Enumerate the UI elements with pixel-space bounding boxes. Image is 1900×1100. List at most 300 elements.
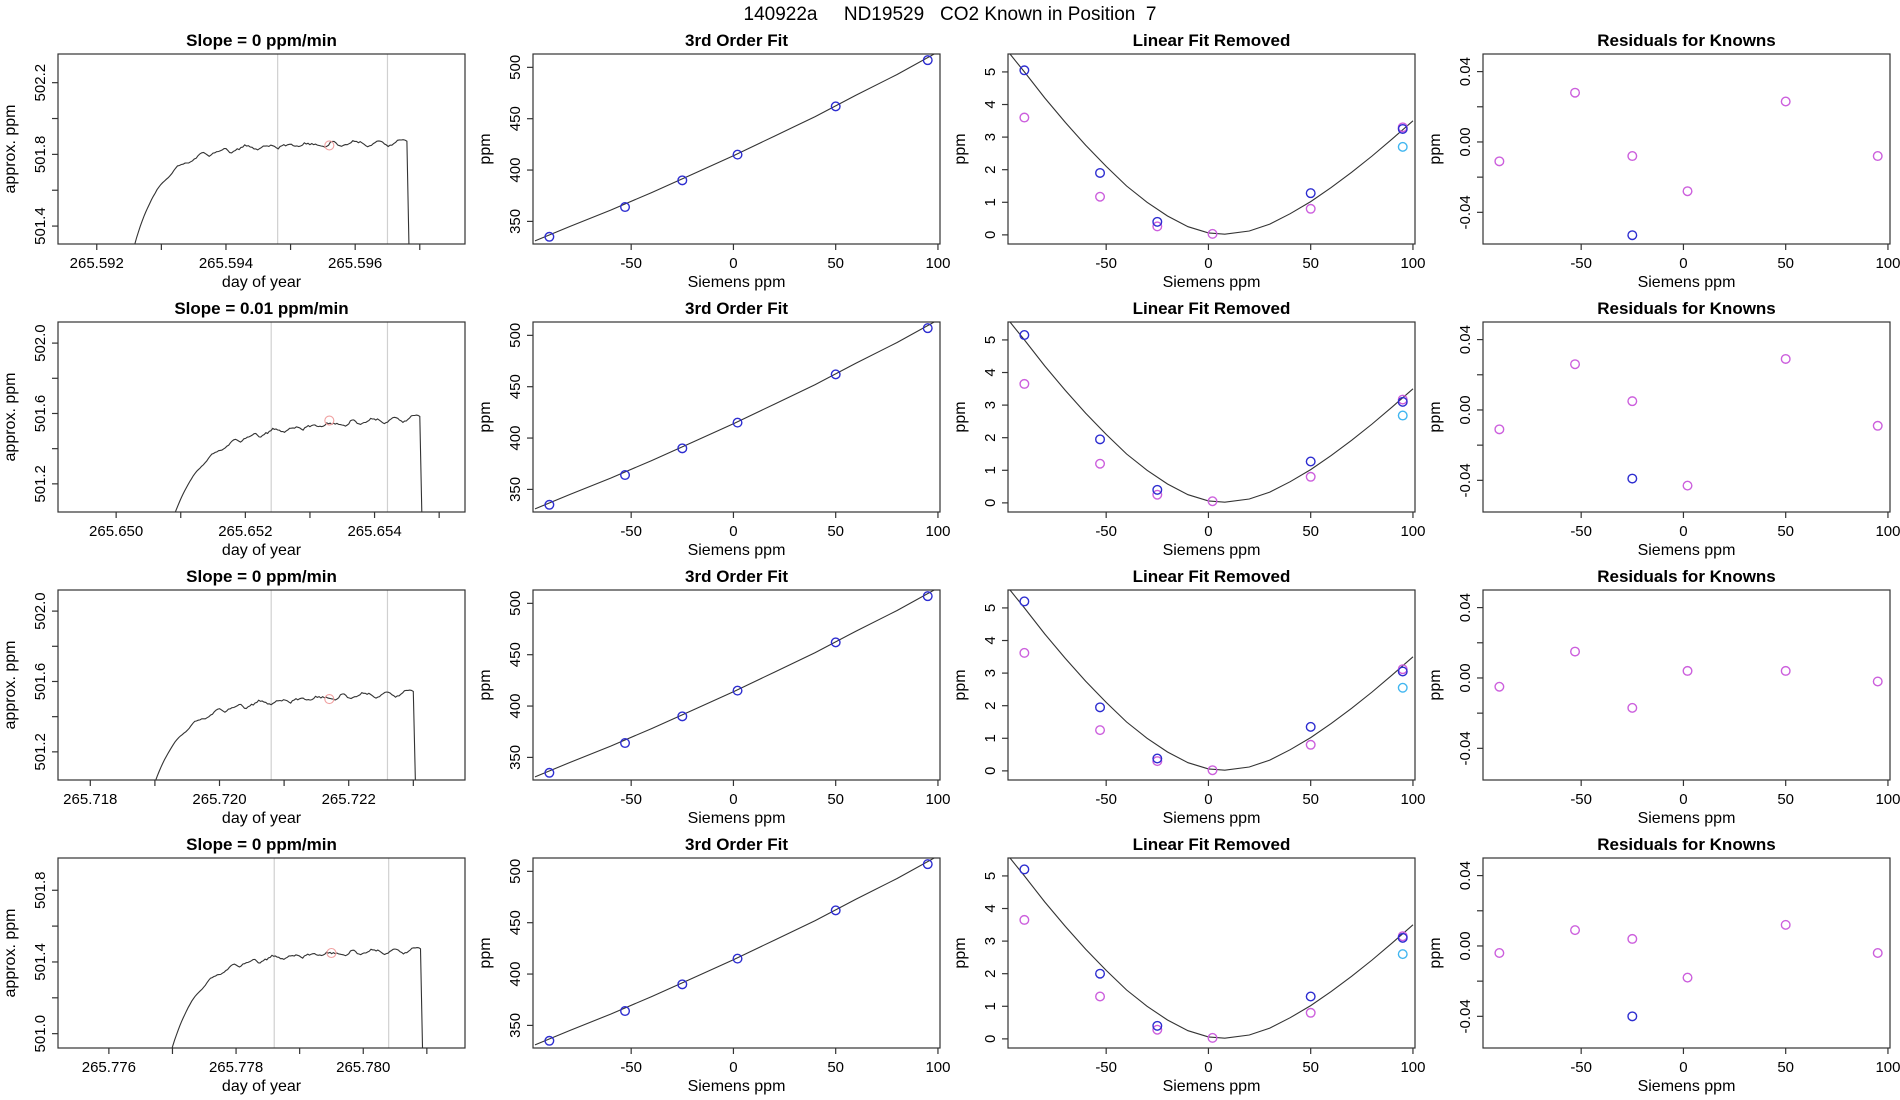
axis-text: 100 bbox=[925, 523, 951, 540]
axis-text: 100 bbox=[1875, 1059, 1900, 1076]
concentration-trace bbox=[129, 140, 409, 267]
axis-text: 100 bbox=[1400, 791, 1426, 808]
series-blue-pts bbox=[1020, 865, 1407, 1030]
axis-text: 501.8 bbox=[32, 871, 49, 910]
data-point-magenta bbox=[1306, 1009, 1315, 1018]
data-point-magenta bbox=[1096, 726, 1105, 735]
fit-curve bbox=[1010, 858, 1413, 1038]
data-point-magenta bbox=[1020, 916, 1029, 925]
plot-box bbox=[1008, 858, 1415, 1048]
axis-text: 0 bbox=[729, 523, 738, 540]
x-axis-label: day of year bbox=[221, 542, 302, 559]
plot-box bbox=[1483, 322, 1890, 512]
axis-text: 265.592 bbox=[69, 255, 124, 272]
axis-text: -50 bbox=[620, 523, 643, 540]
data-point-magenta bbox=[1571, 360, 1580, 369]
data-point-magenta bbox=[1571, 926, 1580, 935]
axis-text: 501.6 bbox=[32, 394, 49, 433]
series-cyan-pts bbox=[1398, 143, 1407, 152]
panel-r2-timeseries bbox=[2, 299, 465, 559]
plot-area bbox=[1010, 590, 1413, 775]
axis-text: 1 bbox=[982, 198, 999, 207]
data-point-blue bbox=[1096, 703, 1105, 712]
axis-text: 350 bbox=[507, 1012, 524, 1038]
x-axis-label: day of year bbox=[221, 274, 302, 291]
panel-title: Residuals for Knowns bbox=[1597, 835, 1776, 854]
data-point-magenta bbox=[1628, 704, 1637, 713]
axis-text: 1 bbox=[982, 1002, 999, 1011]
series-magenta-pts bbox=[1495, 355, 1882, 490]
panel-title: Linear Fit Removed bbox=[1132, 567, 1291, 586]
y-axis-label: ppm bbox=[1427, 937, 1444, 969]
axis-text: 100 bbox=[925, 791, 951, 808]
data-point-blue bbox=[1020, 331, 1029, 340]
axis-text: 0 bbox=[1204, 523, 1213, 540]
panel-r3-fit bbox=[477, 567, 950, 827]
panel-r3-timeseries bbox=[2, 567, 465, 827]
main-title: 140922a ND19529 CO2 Known in Position 7 bbox=[743, 4, 1157, 25]
axis-text: 0 bbox=[729, 255, 738, 272]
data-point-blue bbox=[1020, 66, 1029, 75]
axis-text: 0 bbox=[982, 766, 999, 776]
y-axis-label: ppm bbox=[1427, 401, 1444, 433]
y-axis-label: ppm bbox=[952, 401, 969, 433]
plot-area bbox=[166, 858, 423, 1071]
data-point-magenta bbox=[1683, 187, 1692, 196]
data-point-magenta bbox=[1628, 152, 1637, 161]
data-point-cyan bbox=[1398, 411, 1407, 420]
series-blue-pts bbox=[1020, 597, 1407, 763]
data-point-blue bbox=[1306, 457, 1315, 466]
axis-text: -50 bbox=[1095, 791, 1118, 808]
x-axis-label: Siemens ppm bbox=[1637, 274, 1736, 291]
axis-text: 0.04 bbox=[1457, 56, 1474, 87]
plot-box bbox=[58, 54, 465, 244]
axis-text: 4 bbox=[982, 636, 999, 645]
axis-text: 0.04 bbox=[1457, 592, 1474, 623]
x-axis-label: Siemens ppm bbox=[687, 1078, 786, 1095]
axis-text: 100 bbox=[1875, 255, 1900, 272]
axis-text: -50 bbox=[620, 255, 643, 272]
data-point-magenta bbox=[1781, 667, 1790, 676]
axis-text: 265.780 bbox=[336, 1059, 391, 1076]
axis-text: 2 bbox=[982, 969, 999, 978]
data-point-magenta bbox=[1873, 421, 1882, 430]
x-axis-label: Siemens ppm bbox=[1162, 542, 1261, 559]
plot-box bbox=[533, 322, 940, 512]
data-point-blue bbox=[545, 1037, 554, 1046]
y-axis-label: ppm bbox=[1427, 133, 1444, 165]
plot-area bbox=[168, 322, 422, 535]
data-point-magenta bbox=[1306, 741, 1315, 750]
fit-curve bbox=[535, 588, 938, 777]
plot-area bbox=[535, 856, 938, 1045]
axis-text: 265.594 bbox=[198, 255, 254, 272]
data-point-blue bbox=[1628, 231, 1637, 240]
axis-text: -50 bbox=[1095, 255, 1118, 272]
y-axis-label: ppm bbox=[952, 669, 969, 701]
axis-text: 350 bbox=[507, 476, 524, 502]
plot-area bbox=[1495, 355, 1882, 490]
axis-text: 4 bbox=[982, 368, 999, 377]
axis-text: 100 bbox=[1400, 1059, 1426, 1076]
y-axis-label: approx. ppm bbox=[2, 908, 19, 998]
data-point-blue bbox=[545, 233, 554, 242]
plot-area bbox=[1010, 54, 1413, 238]
plot-area bbox=[535, 320, 938, 509]
panel-title: Linear Fit Removed bbox=[1132, 31, 1291, 50]
y-axis-label: approx. ppm bbox=[2, 640, 19, 730]
axis-text: 0.00 bbox=[1457, 127, 1474, 157]
axis-text: 0 bbox=[1204, 255, 1213, 272]
panel-r4-fit bbox=[477, 835, 950, 1095]
x-axis-label: Siemens ppm bbox=[1637, 810, 1736, 827]
panel-r1-residuals bbox=[1427, 31, 1900, 291]
axis-text: 0 bbox=[729, 1059, 738, 1076]
series-blue-pts bbox=[1020, 331, 1407, 494]
axis-text: 265.718 bbox=[63, 791, 118, 808]
data-point-blue bbox=[1306, 189, 1315, 198]
data-point-magenta bbox=[1781, 355, 1790, 364]
data-point-magenta bbox=[1873, 677, 1882, 686]
axis-text: 0 bbox=[1679, 791, 1688, 808]
axis-text: 400 bbox=[507, 157, 524, 183]
data-point-magenta bbox=[1495, 949, 1504, 958]
panel-title: Slope = 0 ppm/min bbox=[186, 567, 337, 586]
panel-title: 3rd Order Fit bbox=[685, 299, 788, 318]
data-point-magenta bbox=[1571, 88, 1580, 97]
axis-text: 0 bbox=[1204, 791, 1213, 808]
series-magenta-pts bbox=[1495, 921, 1882, 982]
axis-text: 0 bbox=[729, 791, 738, 808]
data-point-magenta bbox=[1571, 647, 1580, 656]
axis-text: 100 bbox=[1400, 523, 1426, 540]
data-point-blue bbox=[1628, 474, 1637, 483]
y-axis-label: ppm bbox=[952, 937, 969, 969]
data-point-magenta bbox=[1495, 157, 1504, 166]
plot-area bbox=[535, 52, 938, 241]
fit-curve bbox=[535, 856, 938, 1045]
data-point-cyan bbox=[1398, 683, 1407, 692]
series-magenta-pts bbox=[1495, 647, 1882, 712]
y-axis-label: approx. ppm bbox=[2, 104, 19, 194]
plot-box bbox=[1483, 590, 1890, 780]
axis-text: 501.6 bbox=[32, 662, 49, 701]
axis-text: 400 bbox=[507, 961, 524, 987]
axis-text: 501.0 bbox=[32, 1014, 49, 1053]
panel-r3-residuals bbox=[1427, 567, 1900, 827]
axis-text: 0.04 bbox=[1457, 860, 1474, 891]
data-point-blue bbox=[1096, 969, 1105, 978]
series-cyan-pts bbox=[1398, 683, 1407, 692]
axis-text: 501.2 bbox=[32, 733, 49, 771]
fit-curve bbox=[535, 320, 938, 509]
data-point-cyan bbox=[1398, 143, 1407, 152]
axis-text: -50 bbox=[1095, 523, 1118, 540]
panel-title: Slope = 0.01 ppm/min bbox=[174, 299, 349, 318]
axis-text: 265.722 bbox=[321, 791, 376, 808]
x-axis-label: Siemens ppm bbox=[1637, 542, 1736, 559]
data-point-magenta bbox=[1873, 152, 1882, 161]
data-point-magenta bbox=[1306, 473, 1315, 482]
axis-text: -50 bbox=[1570, 523, 1593, 540]
axis-text: 265.652 bbox=[218, 523, 273, 540]
axis-text: 100 bbox=[925, 1059, 951, 1076]
axis-text: 500 bbox=[507, 322, 524, 348]
axis-text: 100 bbox=[925, 255, 951, 272]
panel-r1-linear_removed bbox=[952, 31, 1425, 291]
axis-text: -0.04 bbox=[1457, 731, 1474, 766]
series-magenta-pts bbox=[1495, 88, 1882, 195]
axis-text: 400 bbox=[507, 693, 524, 719]
axis-text: 4 bbox=[982, 100, 999, 109]
axis-text: 100 bbox=[1400, 255, 1426, 272]
axis-text: 0 bbox=[1679, 255, 1688, 272]
panel-r4-timeseries bbox=[2, 835, 465, 1095]
axis-text: 0 bbox=[1679, 1059, 1688, 1076]
data-point-magenta bbox=[1096, 459, 1105, 468]
data-point-magenta bbox=[1628, 397, 1637, 406]
plot-area bbox=[535, 588, 938, 777]
x-axis-label: day of year bbox=[221, 1078, 302, 1095]
axis-text: -0.04 bbox=[1457, 195, 1474, 230]
plot-area bbox=[1010, 858, 1413, 1042]
axis-text: 0 bbox=[982, 1034, 999, 1044]
plot-box bbox=[58, 322, 465, 512]
panel-title: Residuals for Knowns bbox=[1597, 31, 1776, 50]
plot-box bbox=[58, 590, 465, 780]
y-axis-label: ppm bbox=[477, 401, 494, 433]
axis-text: -50 bbox=[1095, 1059, 1118, 1076]
panel-title: Slope = 0 ppm/min bbox=[186, 835, 337, 854]
data-point-magenta bbox=[1020, 649, 1029, 658]
axis-text: 4 bbox=[982, 904, 999, 913]
data-point-magenta bbox=[1873, 949, 1882, 958]
series-cyan-pts bbox=[1398, 411, 1407, 420]
axis-text: 0.00 bbox=[1457, 663, 1474, 693]
axis-text: 265.650 bbox=[89, 523, 144, 540]
data-point-blue bbox=[1096, 169, 1105, 178]
axis-text: -50 bbox=[1570, 791, 1593, 808]
data-point-magenta bbox=[1208, 766, 1217, 775]
series-blue-pts bbox=[1628, 1012, 1637, 1021]
panel-r4-residuals bbox=[1427, 835, 1900, 1095]
panel-title: Slope = 0 ppm/min bbox=[186, 31, 337, 50]
axis-text: 450 bbox=[507, 374, 524, 400]
panel-title: Residuals for Knowns bbox=[1597, 567, 1776, 586]
axis-text: -0.04 bbox=[1457, 463, 1474, 498]
axis-text: 50 bbox=[827, 791, 845, 808]
axis-text: 0 bbox=[1679, 523, 1688, 540]
plot-box bbox=[533, 858, 940, 1048]
data-point-magenta bbox=[1495, 425, 1504, 434]
axis-text: 0 bbox=[982, 498, 999, 508]
panel-title: 3rd Order Fit bbox=[685, 31, 788, 50]
axis-text: 350 bbox=[507, 208, 524, 234]
panel-title: Linear Fit Removed bbox=[1132, 299, 1291, 318]
axis-text: 350 bbox=[507, 744, 524, 770]
series-magenta-pts bbox=[1020, 649, 1407, 775]
data-point-blue bbox=[1306, 723, 1315, 732]
axis-text: 5 bbox=[982, 871, 999, 881]
axis-text: 0 bbox=[1204, 1059, 1213, 1076]
data-point-magenta bbox=[1020, 113, 1029, 122]
x-axis-label: Siemens ppm bbox=[1162, 1078, 1261, 1095]
axis-text: 50 bbox=[1302, 255, 1320, 272]
x-axis-label: Siemens ppm bbox=[687, 542, 786, 559]
axis-text: 50 bbox=[1302, 1059, 1320, 1076]
data-point-magenta bbox=[1306, 205, 1315, 214]
axis-text: 50 bbox=[1777, 1059, 1795, 1076]
axis-text: -50 bbox=[620, 1059, 643, 1076]
axis-text: 500 bbox=[507, 54, 524, 80]
data-point-blue bbox=[1096, 435, 1105, 444]
data-point-magenta bbox=[1781, 921, 1790, 930]
fit-curve bbox=[1010, 590, 1413, 770]
axis-text: 450 bbox=[507, 910, 524, 936]
plot-area bbox=[148, 590, 415, 803]
panel-r3-linear_removed bbox=[952, 567, 1425, 827]
panel-r4-linear_removed bbox=[952, 835, 1425, 1095]
fit-curve bbox=[1010, 54, 1413, 234]
axis-text: 100 bbox=[1875, 523, 1900, 540]
axis-text: 0 bbox=[982, 230, 999, 240]
panel-title: Residuals for Knowns bbox=[1597, 299, 1776, 318]
data-point-blue bbox=[1020, 865, 1029, 874]
data-point-blue bbox=[545, 769, 554, 778]
data-point-magenta bbox=[1781, 97, 1790, 106]
axis-text: 1 bbox=[982, 466, 999, 475]
axis-text: 5 bbox=[982, 335, 999, 345]
plot-box bbox=[1008, 322, 1415, 512]
axis-text: 501.8 bbox=[32, 135, 49, 174]
axis-text: 3 bbox=[982, 400, 999, 410]
axis-text: 265.720 bbox=[192, 791, 247, 808]
x-axis-label: Siemens ppm bbox=[687, 810, 786, 827]
plot-area bbox=[1010, 322, 1413, 506]
axis-text: 100 bbox=[1875, 791, 1900, 808]
axis-text: 2 bbox=[982, 701, 999, 710]
axis-text: -50 bbox=[1570, 1059, 1593, 1076]
y-axis-label: ppm bbox=[477, 669, 494, 701]
fit-curve bbox=[535, 52, 938, 241]
axis-text: 500 bbox=[507, 590, 524, 616]
axis-text: 50 bbox=[1302, 523, 1320, 540]
x-axis-label: Siemens ppm bbox=[1162, 810, 1261, 827]
axis-text: 502.2 bbox=[32, 63, 49, 102]
concentration-trace bbox=[148, 690, 415, 803]
axis-text: 50 bbox=[1302, 791, 1320, 808]
axis-text: 501.4 bbox=[32, 207, 49, 245]
data-point-magenta bbox=[1020, 380, 1029, 389]
data-point-blue bbox=[545, 501, 554, 510]
x-axis-label: Siemens ppm bbox=[1162, 274, 1261, 291]
series-magenta-pts bbox=[1020, 113, 1407, 238]
fit-curve bbox=[1010, 322, 1413, 502]
axis-text: 5 bbox=[982, 67, 999, 77]
data-point-blue bbox=[1306, 992, 1315, 1001]
axis-text: 265.654 bbox=[347, 523, 402, 540]
axis-text: 0.00 bbox=[1457, 931, 1474, 961]
axis-text: 265.776 bbox=[81, 1059, 136, 1076]
axis-text: 3 bbox=[982, 668, 999, 678]
axis-text: 3 bbox=[982, 132, 999, 142]
data-point-magenta bbox=[1628, 935, 1637, 944]
axis-text: 265.596 bbox=[328, 255, 383, 272]
axis-text: 0.00 bbox=[1457, 395, 1474, 425]
plot-area bbox=[1495, 921, 1882, 1021]
panel-r1-fit bbox=[477, 31, 950, 291]
series-blue-pts bbox=[1628, 474, 1637, 483]
axis-text: 450 bbox=[507, 106, 524, 132]
axis-text: -0.04 bbox=[1457, 999, 1474, 1034]
x-axis-label: Siemens ppm bbox=[687, 274, 786, 291]
y-axis-label: ppm bbox=[477, 937, 494, 969]
data-point-magenta bbox=[1096, 192, 1105, 201]
y-axis-label: ppm bbox=[952, 133, 969, 165]
axis-text: 50 bbox=[827, 1059, 845, 1076]
y-axis-label: ppm bbox=[1427, 669, 1444, 701]
panel-r2-fit bbox=[477, 299, 950, 559]
axis-text: 50 bbox=[1777, 791, 1795, 808]
concentration-trace bbox=[168, 415, 422, 535]
plot-box bbox=[533, 590, 940, 780]
data-point-magenta bbox=[1495, 682, 1504, 691]
axis-text: 501.4 bbox=[32, 943, 49, 981]
axis-text: 50 bbox=[827, 255, 845, 272]
axis-text: 2 bbox=[982, 165, 999, 174]
data-point-cyan bbox=[1398, 950, 1407, 959]
panel-title: 3rd Order Fit bbox=[685, 835, 788, 854]
panel-r2-linear_removed bbox=[952, 299, 1425, 559]
panel-r2-residuals bbox=[1427, 299, 1900, 559]
data-point-magenta bbox=[1096, 992, 1105, 1001]
axis-text: 50 bbox=[1777, 255, 1795, 272]
axis-text: 0.04 bbox=[1457, 324, 1474, 355]
plot-area bbox=[1495, 647, 1882, 712]
axis-text: 502.0 bbox=[32, 592, 49, 630]
x-axis-label: Siemens ppm bbox=[1637, 1078, 1736, 1095]
data-point-magenta bbox=[1683, 973, 1692, 982]
axis-text: -50 bbox=[1570, 255, 1593, 272]
axis-text: 500 bbox=[507, 858, 524, 884]
mean-sample-marker bbox=[325, 141, 334, 150]
series-blue-pts bbox=[1628, 231, 1637, 240]
data-point-magenta bbox=[1683, 667, 1692, 676]
plot-box bbox=[1008, 54, 1415, 244]
x-axis-label: day of year bbox=[221, 810, 302, 827]
plot-box bbox=[1008, 590, 1415, 780]
axis-text: 501.2 bbox=[32, 465, 49, 503]
plot-box bbox=[1483, 858, 1890, 1048]
axis-text: 265.778 bbox=[208, 1059, 264, 1076]
axis-text: 1 bbox=[982, 734, 999, 743]
axis-text: 50 bbox=[827, 523, 845, 540]
data-point-blue bbox=[1020, 597, 1029, 606]
data-point-magenta bbox=[1683, 481, 1692, 490]
plot-area bbox=[1495, 88, 1882, 239]
axis-text: 3 bbox=[982, 936, 999, 946]
plot-area bbox=[129, 54, 409, 267]
axis-text: 502.0 bbox=[32, 324, 49, 362]
axis-text: 450 bbox=[507, 642, 524, 668]
axis-text: 50 bbox=[1777, 523, 1795, 540]
plot-box bbox=[1483, 54, 1890, 244]
axis-text: 400 bbox=[507, 425, 524, 451]
panel-title: 3rd Order Fit bbox=[685, 567, 788, 586]
concentration-trace bbox=[166, 948, 423, 1071]
y-axis-label: ppm bbox=[477, 133, 494, 165]
